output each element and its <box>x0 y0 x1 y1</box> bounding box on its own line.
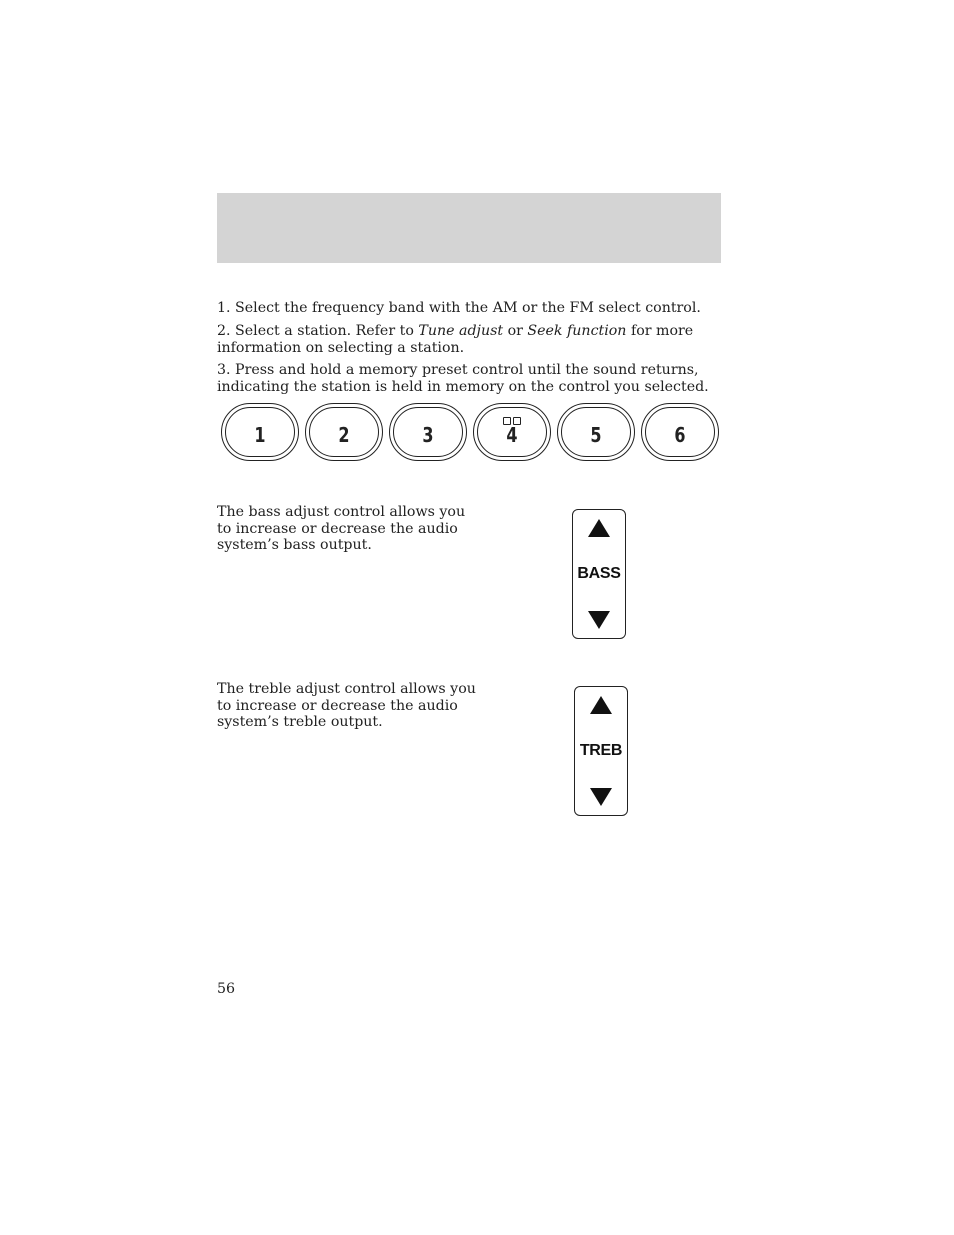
step-2-line-2: information on selecting a station. <box>217 339 465 356</box>
preset-button-4[interactable] <box>473 403 551 461</box>
step-2-text <box>217 323 693 356</box>
bass-line-2: to increase or decrease the audio <box>217 520 458 537</box>
treble-line-2: to increase or decrease the audio <box>217 697 458 714</box>
section-header-band <box>217 193 721 263</box>
preset-number: 3 <box>422 423 434 447</box>
page-number: 56 <box>217 981 236 997</box>
preset-button-3[interactable] <box>389 403 467 461</box>
step-2-prefix: 2. Select a station. Refer to <box>217 323 419 339</box>
step-3-line-2: indicating the station is held in memory on the control you selected. <box>217 378 709 395</box>
preset-number: 4 <box>506 423 518 447</box>
treble-line-1: The treble adjust control allows you <box>217 681 476 697</box>
down-arrow-icon[interactable] <box>590 788 612 806</box>
step-2-mid: or <box>503 323 528 339</box>
preset-number: 1 <box>254 423 266 447</box>
up-arrow-icon[interactable] <box>588 519 610 537</box>
step-3-line-1: 3. Press and hold a memory preset control until the sound returns, <box>217 362 699 378</box>
bass-label: BASS <box>577 565 621 582</box>
step-1-text: 1. Select the frequency band with the AM or the FM select control. <box>217 300 701 316</box>
up-arrow-icon[interactable] <box>590 696 612 714</box>
preset-button-2[interactable] <box>305 403 383 461</box>
bass-line-1: The bass adjust control allows you <box>217 504 466 520</box>
bass-line-3: system’s bass output. <box>217 537 372 553</box>
down-arrow-icon[interactable] <box>588 611 610 629</box>
bass-control <box>572 509 626 639</box>
preset-button-5[interactable] <box>557 403 635 461</box>
step-2-suffix: for more <box>626 323 694 339</box>
tune-adjust-ref: Tune adjust <box>418 323 504 339</box>
memory-preset-row <box>221 403 721 463</box>
treble-label: TREB <box>579 742 623 759</box>
step-3-text <box>217 362 709 395</box>
preset-number: 6 <box>674 423 686 447</box>
seek-function-ref: Seek function <box>527 323 627 339</box>
treble-control <box>574 686 628 816</box>
preset-button-1[interactable] <box>221 403 299 461</box>
treble-line-3: system’s treble output. <box>217 714 383 730</box>
treble-description <box>217 681 477 731</box>
bass-description <box>217 504 477 554</box>
preset-number: 2 <box>338 423 350 447</box>
preset-number: 5 <box>590 423 602 447</box>
preset-button-6[interactable] <box>641 403 719 461</box>
